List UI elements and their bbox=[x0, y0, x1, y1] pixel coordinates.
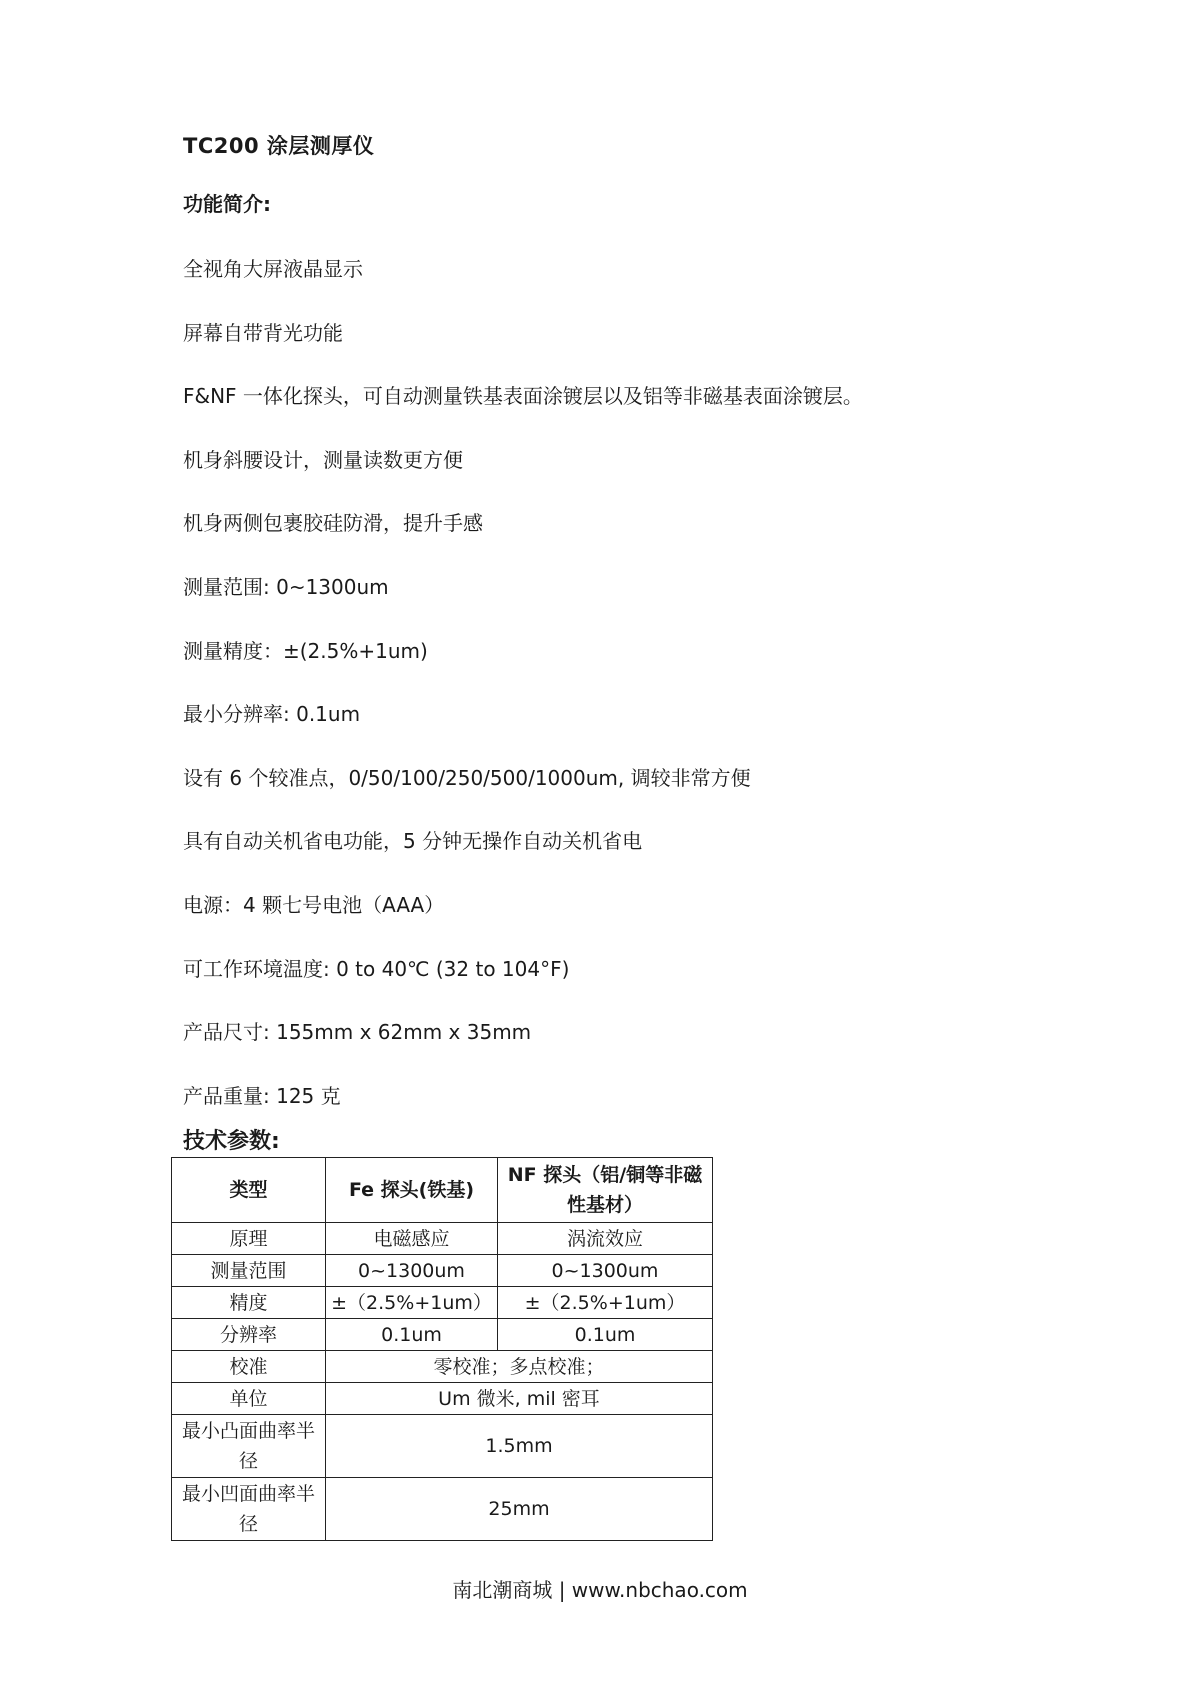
table-header-row bbox=[172, 1158, 713, 1223]
table-cell-fe: 0~1300um bbox=[326, 1255, 498, 1287]
table-row-label: 原理 bbox=[172, 1223, 326, 1255]
table-row-label: 最小凸面曲率半径 bbox=[172, 1415, 326, 1478]
table-row bbox=[172, 1383, 713, 1415]
table-row bbox=[172, 1478, 713, 1541]
table-row bbox=[172, 1351, 713, 1383]
feature-item: 具有自动关机省电功能，5 分钟无操作自动关机省电 bbox=[183, 829, 643, 854]
table-cell-nf: 0~1300um bbox=[498, 1255, 713, 1287]
table-row-label: 测量范围 bbox=[172, 1255, 326, 1287]
table-cell-fe: ±（2.5%+1um） bbox=[326, 1287, 498, 1319]
feature-item: 产品重量: 125 克 bbox=[183, 1083, 341, 1108]
footer-text: 南北潮商城 | www.nbchao.com bbox=[452, 1578, 748, 1602]
feature-item: 测量精度：±(2.5%+1um) bbox=[183, 638, 428, 663]
table-header-cell: 类型 bbox=[172, 1158, 326, 1223]
table-cell-nf: ±（2.5%+1um） bbox=[498, 1287, 713, 1319]
feature-item: 最小分辨率: 0.1um bbox=[183, 702, 361, 727]
table-row bbox=[172, 1415, 713, 1478]
feature-item: 全视角大屏液晶显示 bbox=[183, 257, 363, 281]
feature-item: 设有 6 个较准点，0/50/100/250/500/1000um, 调较非常方便 bbox=[183, 765, 751, 790]
document-title: TC200 涂层测厚仪 bbox=[183, 134, 375, 158]
feature-item: 可工作环境温度: 0 to 40℃ (32 to 104°F) bbox=[183, 956, 570, 981]
feature-item: 机身两侧包裹胶硅防滑，提升手感 bbox=[183, 511, 483, 536]
table-row-label: 分辨率 bbox=[172, 1319, 326, 1351]
table-cell-fe: 电磁感应 bbox=[326, 1223, 498, 1255]
table-row bbox=[172, 1223, 713, 1255]
table-header-cell: Fe 探头(铁基) bbox=[326, 1158, 498, 1223]
table-cell-nf: 涡流效应 bbox=[498, 1223, 713, 1255]
page-footer bbox=[0, 1574, 1200, 1603]
table-row-label: 最小凹面曲率半径 bbox=[172, 1478, 326, 1541]
feature-item: 测量范围: 0~1300um bbox=[183, 574, 389, 599]
table-cell-merged: Um 微米, mil 密耳 bbox=[326, 1383, 713, 1415]
table-cell-merged: 零校准；多点校准； bbox=[326, 1351, 713, 1383]
table-row bbox=[172, 1255, 713, 1287]
table-cell-merged: 25mm bbox=[326, 1478, 713, 1541]
table-row-label: 精度 bbox=[172, 1287, 326, 1319]
table-cell-nf: 0.1um bbox=[498, 1319, 713, 1351]
table-row-label: 校准 bbox=[172, 1351, 326, 1383]
feature-list bbox=[183, 254, 863, 1144]
table-header-cell: NF 探头（铝/铜等非磁性基材） bbox=[498, 1158, 713, 1223]
table-cell-merged: 1.5mm bbox=[326, 1415, 713, 1478]
table-row bbox=[172, 1287, 713, 1319]
table-row bbox=[172, 1319, 713, 1351]
specs-table bbox=[171, 1157, 713, 1541]
table-cell-fe: 0.1um bbox=[326, 1319, 498, 1351]
feature-item: 机身斜腰设计，测量读数更方便 bbox=[183, 447, 463, 472]
feature-item: 屏幕自带背光功能 bbox=[183, 320, 343, 345]
features-heading: 功能简介: bbox=[183, 192, 271, 216]
feature-item: 产品尺寸: 155mm x 62mm x 35mm bbox=[183, 1020, 532, 1045]
feature-item: F&NF 一体化探头，可自动测量铁基表面涂镀层以及铝等非磁基表面涂镀层。 bbox=[183, 384, 863, 409]
feature-item: 电源：4 颗七号电池（AAA） bbox=[183, 892, 445, 917]
table-row-label: 单位 bbox=[172, 1383, 326, 1415]
specs-heading: 技术参数: bbox=[183, 1129, 280, 1154]
